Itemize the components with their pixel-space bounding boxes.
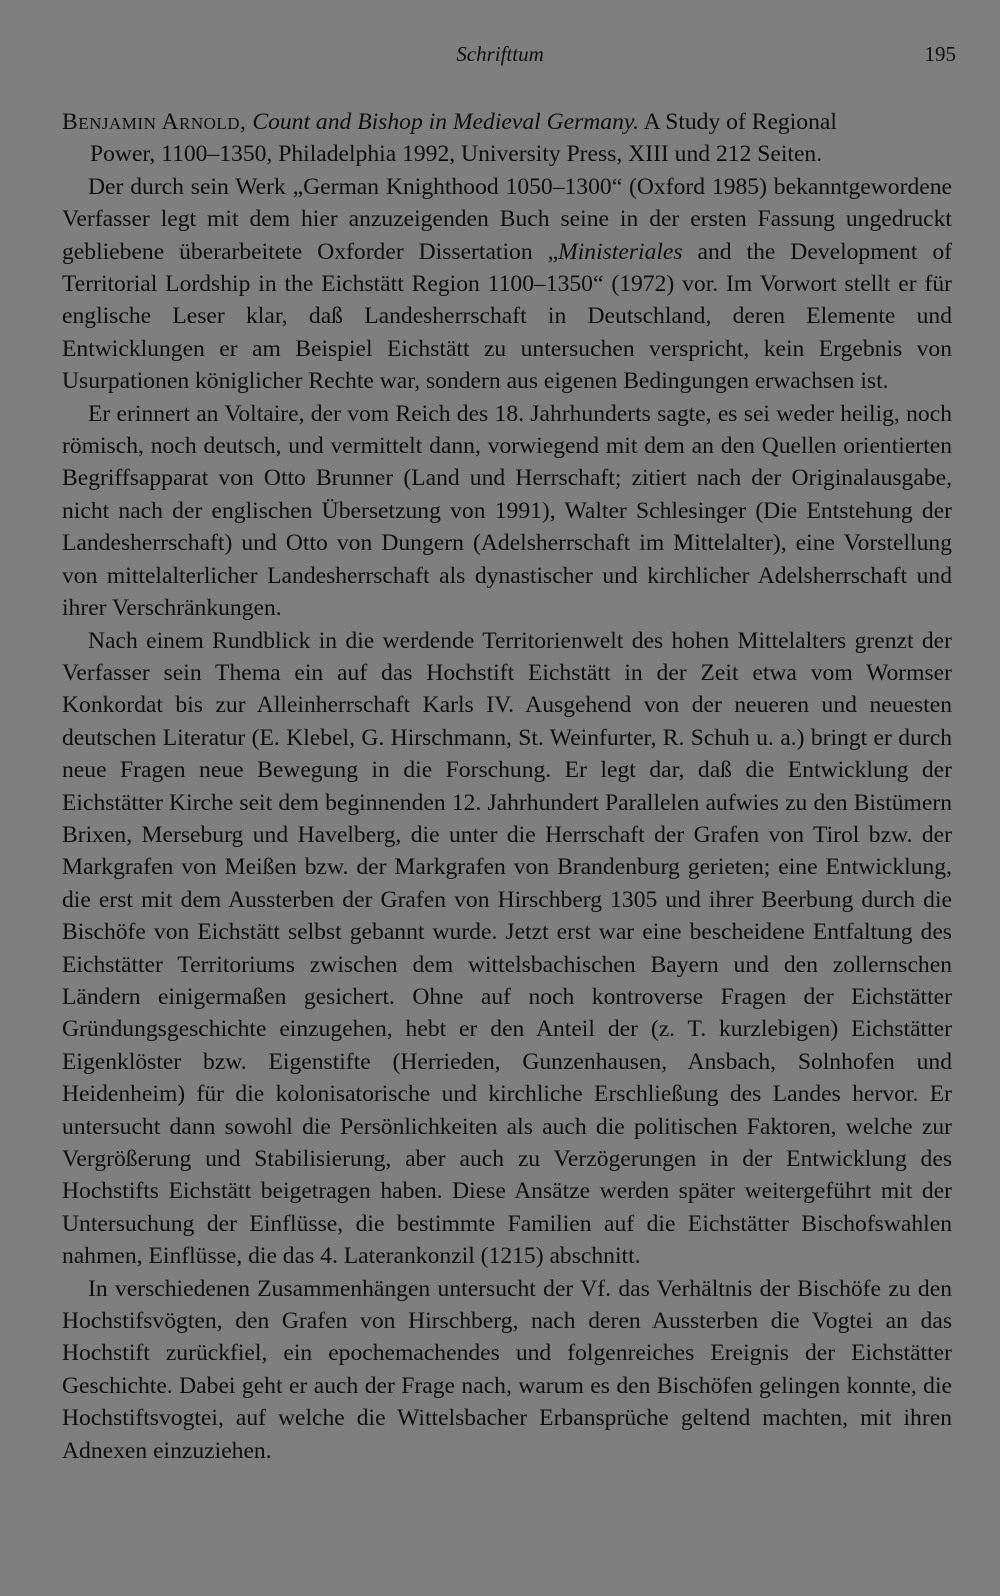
body-text <box>62 106 952 1467</box>
entry-first-line <box>62 109 837 135</box>
paragraph-1 <box>62 171 952 398</box>
running-title: Schrifttum <box>456 42 544 66</box>
bibliographic-entry <box>62 106 952 171</box>
paragraph-4: In verschiedenen Zusammenhängen untersucht der Vf. das Verhältnis der Bischöfe zu den Hochstifsvögten, den Grafen von Hirschberg, nach deren Aussterben die Vogtei an das Hochstift zurückfiel, ein epochemachendes und folgenreiches Ereignis der Eichstätter Geschichte. Dabei geht er auch der Frage nach, warum es den Bischöfen gelingen konnte, die Hochstiftsvogtei, auf welche die Wittelsbacher Erbansprüche geltend machten, mit ihren Adnexen einzuziehen. <box>62 1275 952 1464</box>
page-number: 195 <box>924 42 956 66</box>
paragraph-1-text-b: and the Development of Territorial Lordship in the Eichstätt Region 1100–1350“ (1972) vor. Im Vorwort stellt er für englische Leser klar, daß Landesherrschaft in Deutschland, deren Elemente und Entwicklungen er am Beispiel Eichstätt zu untersuchen verspricht, kein Ergebnis von Usurpationen königlicher Rechte war, sondern aus eigenen Bedingungen erwachsen ist. <box>62 238 952 395</box>
paragraph-2: Er erinnert an Voltaire, der vom Reich des 18. Jahrhunderts sagte, es sei weder heilig, noch römisch, noch deutsch, und vermittelt dann, vorwiegend mit dem an den Quellen orientierten Begriffsapparat von Otto Brunner (Land und Herrschaft; zitiert nach der Originalausgabe, nicht nach der englischen Übersetzung von 1991), Walter Schlesinger (Die Entstehung der Landesherrschaft) und Otto von Dungern (Adelsherrschaft im Mittelalter), eine Vorstellung von mittelalterlicher Landesherrschaft als dynastischer und kirchlicher Adelsherrschaft und ihrer Verschränkungen. <box>62 400 952 622</box>
entry-title: Count and Bishop in Medieval Germany. <box>252 109 639 135</box>
entry-author: Benjamin Arnold, <box>62 109 247 135</box>
entry-details-line1: A Study of Regional <box>638 109 837 135</box>
entry-details-line2: Power, 1100–1350, Philadelphia 1992, University Press, XIII und 212 Seiten. <box>90 141 823 168</box>
paragraph-1-text-a: Der durch sein Werk „German Knighthood 1050–1300“ (Oxford 1985) bekanntgewordene Verfasser legt mit dem hier anzuzeigenden Buch seine in der ersten Fassung ungedruckt gebliebene überarbeitete Oxforder Dissertation „ <box>62 173 952 265</box>
paragraph-1-italic-term: Ministeriales <box>558 238 683 265</box>
paragraph-3: Nach einem Rundblick in die werdende Territorienwelt des hohen Mittelalters grenzt der Verfasser sein Thema ein auf das Hochstift Eichstätt in der Zeit etwa vom Wormser Konkordat bis zur Alleinherrschaft Karls IV. Ausgehend von der neueren und neuesten deutschen Literatur (E. Klebel, G. Hirschmann, St. Weinfurter, R. Schuh u. a.) bringt er durch neue Fragen neue Bewegung in die Forschung. Er legt dar, daß die Entwicklung der Eichstätter Kirche seit dem beginnenden 12. Jahrhundert Parallelen aufwies zu den Bistümern Brixen, Merseburg und Havelberg, die unter die Herrschaft der Grafen von Tirol bzw. der Markgrafen von Meißen bzw. der Markgrafen von Brandenburg gerieten; eine Entwicklung, die erst mit dem Aussterben der Grafen von Hirschberg 1305 und ihrer Beerbung durch die Bischöfe von Eichstätt selbst gebannt wurde. Jetzt erst war eine bescheidene Entfaltung des Eichstätter Territoriums zwischen dem wittelsbachischen Bayern und den zollernschen Ländern einigermaßen gesichert. Ohne auf noch kontroverse Fragen der Eichstätter Gründungsgeschichte einzugehen, hebt er den Anteil der (z. T. kurzlebigen) Eichstätter Eigenklöster bzw. Eigenstifte (Herrieden, Gunzenhausen, Ansbach, Solnhofen und Heidenheim) für die kolonisatorische und kirchliche Erschließung des Landes hervor. Er untersucht dann sowohl die Persönlichkeiten als auch die politischen Faktoren, welche zur Vergrößerung und Stabilisierung, aber auch zu Verzögerungen in der Entwicklung des Hochstifts Eichstätt beigetragen haben. Diese Ansätze werden später weitergeführt mit der Untersuchung der Einflüsse, die bestimmte Familien auf die Eichstätter Bischofswahlen nahmen, Einflüsse, die das 4. Laterankonzil (1215) abschnitt. <box>62 627 952 1270</box>
